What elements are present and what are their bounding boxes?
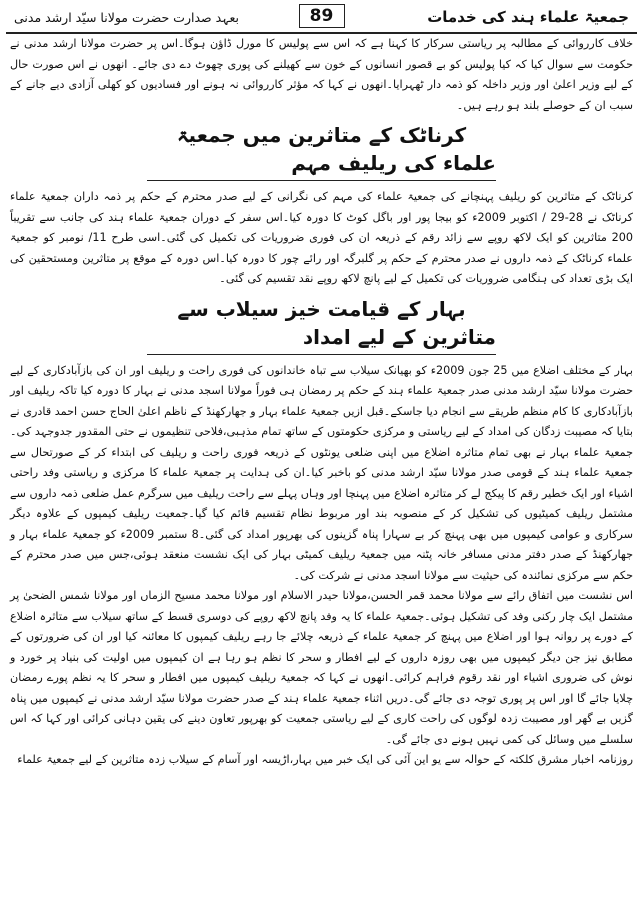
karnataka-paragraph: کرناٹک کے متاثرین کو ریلیف پہنچانے کی جمعیۃ علماء کی مہم کی نگرانی کے لیے صدر محترم کے حکم پر ذمہ داران جمعیۃ علماء کرناٹک نے 28-29 / اکتوبر 2009ء کو بیجا پور اور باگل کوٹ کا دورہ کیا۔اس سفر کے دوران جمعیۃ علماء ہند کی جانب سے تقریباً 200 متاثرین کو ایک لاکھ روپے سے زائد رقم کے ذریعہ ان کی فوری ضروریات کی تکمیل کی گئی۔اسی طرح 11/ نومبر کو جمعیۃ علماء کرناٹک کے ذمہ داروں نے صدر محترم کے حکم پر گلبرگہ اور رائے چور کا دورہ کیا۔اس دورہ کے موقع پر متاثرین ومستحقین کی ایک بڑی تعداد کی ہنگامی ضروریات کی تکمیل کے لیے پانچ لاکھ روپے نقد تقسیم کی گئی۔ — [10, 190, 633, 285]
page-content — [6, 34, 637, 771]
section-heading-karnataka: کرناٹک کے متاثرین میں جمعیۃ علماء کی ریلیف مہم — [147, 121, 496, 181]
page-number: 89 — [299, 4, 345, 28]
intro-paragraph: خلاف کارروائی کے مطالبہ پر ریاستی سرکار کا کہنا ہے کہ اس سے پولیس کا مورل ڈاؤن ہوگا۔اس پر حضرت مولانا ارشد مدنی نے حکومت سے سوال کیا کہ کیا پولیس کو بے قصور انسانوں کے خون سے کھیلنے کی پوری چھوٹ دے دی جائے۔ انھوں نے اس صورت حال کے لیے وزیر اعلیٰ اور وزیر داخلہ کو ذمہ دار ٹھہرایا۔انھوں نے کہا کہ مؤثر کارروائی نہ ہونے اور فسادیوں کو کھلی آزادی دیے جانے کے سبب ان کے حوصلے بلند ہو رہے ہیں۔ — [10, 37, 633, 112]
section-heading-bihar: بہار کے قیامت خیز سیلاب سے متاثرین کے لیے امداد — [147, 295, 496, 355]
running-title: جمعیۃ علماء ہند کی خدمات — [427, 8, 629, 26]
bihar-paragraph-3: روزنامہ اخبار مشرق کلکتہ کے حوالہ سے یو این آئی کی ایک خبر میں بہار،اڑیسہ اور آسام کے سیلاب زدہ متاثرین کے لیے جمعیۃ علماء — [17, 753, 633, 766]
bihar-paragraph-1: بہار کے مختلف اضلاع میں 25 جون 2009ء کو بھیانک سیلاب سے تباہ خاندانوں کی فوری راحت و ریلیف اور ان کی بازآبادکاری کے لیے حضرت مولانا سیّد ارشد مدنی صدر جمعیۃ علماء ہند کے حکم پر رمضان ہی فوراً مولانا اسجد مدنی نے بہار کا دورہ کیا تاکہ ریلیف اور بازآبادکاری کا کام منظم طریقے سے انجام دیا جاسکے۔قبل ازیں جمعیۃ علماء بہار و جھارکھنڈ کے ناظم اعلیٰ الحاج حسن احمد قادری نے بتایا کہ مصیبت زدگان کی امداد کے لیے ریاستی و مرکزی حکومتوں کے ساتھ تمام مذہبی،فلاحی تنظیموں نے حتی المقدور جدوجہد کی۔جمعیۃ علماء بہار نے بھی تمام متاثرہ اضلاع میں اپنی ضلعی یونٹوں کے ذریعہ فوری راحت و ریلیف کی ابتداء کر کے صورتحال سے جمعیۃ علماء ہند کے قومی صدر مولانا سیّد ارشد مدنی کو باخبر کیا۔ان کی ہدایت پر جمعیۃ علماء کا مرکزی و ریاستی وفد راحتی اشیاء اور ایک خطیر رقم کا پیکج لے کر متاثرہ اضلاع میں پہنچا اور وہاں پہلے سے راحت ریلیف میں سرگرم عمل ضلعی ذمہ داروں سے مشتمل ریلیف کمیٹیوں کی تشکیل کر کے منصوبہ بند اور مربوط نظام تقسیم قائم کیا گیا۔جمعیت ریلیف کیمپوں کے علاوہ دیگر سرکاری و عوامی کیمپوں میں بھی پہنچ کر بے سہارا پناہ گزینوں کی بھرپور امداد کی گئی۔8 ستمبر 2009ء کو جمعیۃ علماء بہار و جھارکھنڈ کے صدر دفتر مدنی مسافر خانہ پٹنہ میں جمعیۃ ریلیف کمیٹی بہار کی ایک نشست منعقد ہوئی،جس میں صدر محترم کے حکم سے مرکزی نمائندہ کی حیثیت سے مولانا اسجد مدنی نے شرکت کی۔ — [10, 363, 633, 582]
bihar-paragraph-2: اس نشست میں اتفاق رائے سے مولانا محمد قمر الحسن،مولانا حیدر الاسلام اور مولانا محمد مسیح الزماں اور مولانا شمس الضحیٰ پر مشتمل ایک چار رکنی وفد کی تشکیل ہوئی۔جمعیۃ علماء کا یہ وفد پانچ لاکھ روپے کی دوسری قسط کے ساتھ سیلاب سے متاثرہ اضلاع کے دورے پر روانہ ہوا اور اضلاع میں پہنچ کر جمعیۃ علماء کے ذریعہ چلائے جا رہے ریلیف کیمپوں کا معائنہ کیا اور ان کی ضرورتوں کے مطابق نیز جن دیگر کیمپوں میں بھی روزہ داروں کے لیے افطار و سحر کا نظم ہو رہا ہے ان کیمپوں میں اولیت کی بنیاد پر خورد و نوش کی ضروری اشیاء اور نقد رقوم فراہم کرائی۔انھوں نے کہا کہ جمعیۃ ریلیف کیمپوں میں افطار و سحر کا یہ نظم پورے رمضان چلایا جائے گا اور اس پر پوری توجہ دی جائے گی۔دریں اثناء جمعیۃ علماء ہند کے صدر حضرت مولانا سیّد ارشد مدنی نے کیمپوں میں پناہ گزیں بے گھر اور مصیبت زدہ لوگوں کی راحت کاری کے لیے ریاستی جمعیت کو بھرپور تعاون دینے کی یقین دہانی کرائی اور کہا کہ اس سلسلے میں وسائل کی کمی نہیں ہونے دی جائے گی۔ — [10, 589, 633, 746]
page-header — [6, 6, 637, 34]
running-subtitle: بعہد صدارت حضرت مولانا سیّد ارشد مدنی — [14, 10, 239, 25]
